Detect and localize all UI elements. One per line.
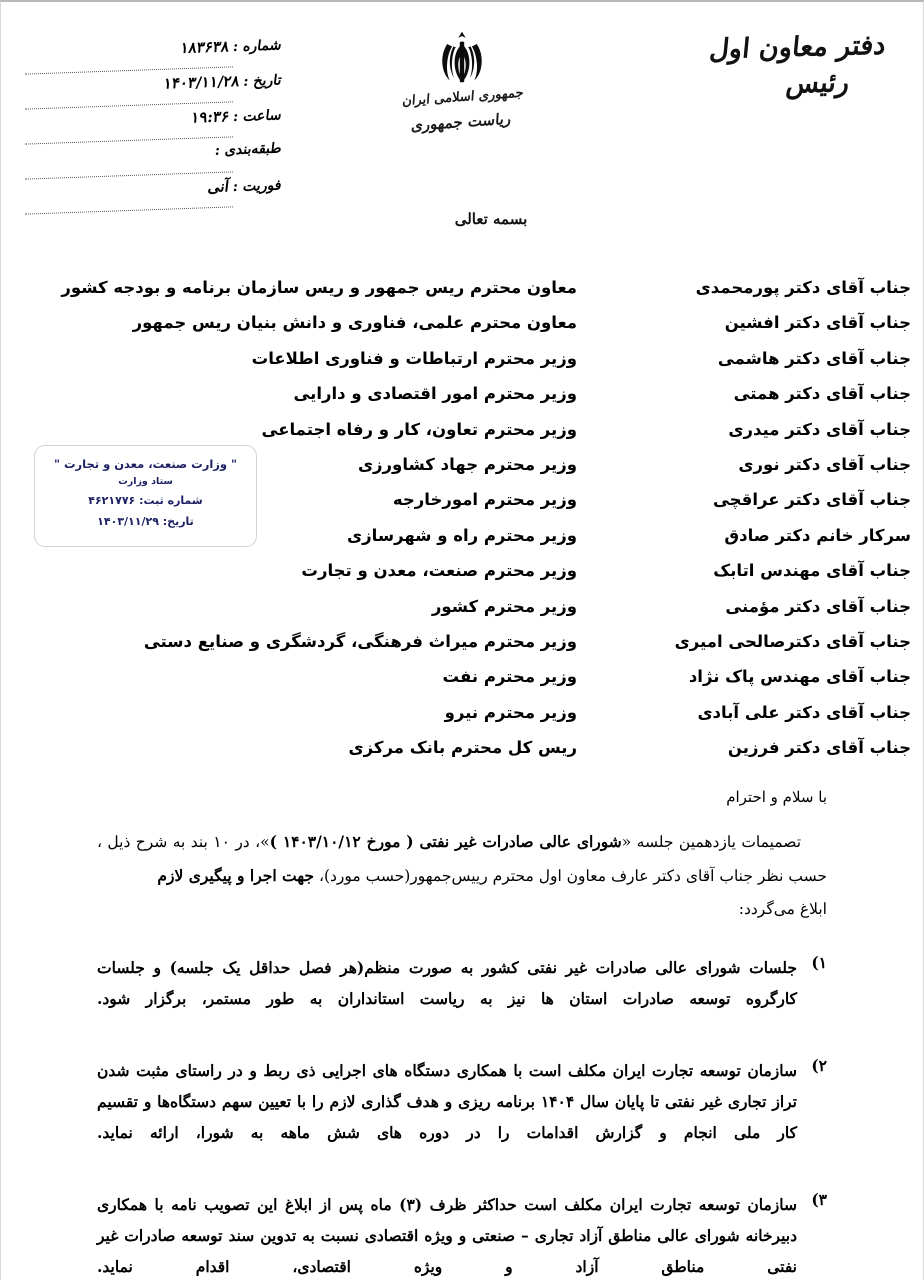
header-field-number	[23, 37, 283, 73]
recipient-name: جناب آقای دکتر نوری	[738, 454, 911, 474]
basmala: بسمه تعالی	[454, 210, 528, 228]
recipient-title: وزیر محترم امورخارجه	[392, 490, 577, 510]
office-title	[690, 29, 905, 105]
recipient-title: وزیر محترم راه و شهرسازی	[347, 525, 577, 545]
intro-paragraph	[97, 825, 827, 894]
recipient-title: وزیر محترم صنعت، معدن و تجارت	[301, 561, 577, 581]
stamp-unit: ستاد وزارت	[118, 476, 173, 488]
emblem-caption-line2: ریاست جمهوری	[410, 109, 512, 135]
recipient-title: وزیر محترم نیرو	[444, 702, 577, 722]
recipient-title: وزیر محترم تعاون، کار و رفاه اجتماعی	[261, 419, 577, 439]
greeting: با سلام و احترام	[726, 788, 827, 806]
recipient-title: وزیر محترم کشور	[431, 596, 577, 616]
recipient-name: جناب آقای دکتر هاشمی	[717, 348, 911, 368]
decisions-list	[97, 952, 827, 1280]
list-item-number: ۲)	[811, 1056, 827, 1075]
list-item-text: جلسات شورای عالی صادرات غیر نفتی کشور به صورت منظم(هر فصل حداقل یک جلسه) و جلسات کارگروه توسعه صادرات استان ها نیز به ریاست استانداران به طور مستمر، برگزار شود.	[97, 958, 797, 1008]
header-field-number-label: شماره :	[232, 37, 283, 56]
office-title-line1: دفتر معاون اول	[708, 29, 888, 66]
recipient-row	[1, 386, 915, 421]
list-item-text: سازمان توسعه تجارت ایران مکلف است حداکثر ظرف (۳) ماه پس از ابلاغ این تصویب نامه با همکاری دبیرخانه شورای عالی مناطق آزاد تجاری – صنعتی و ویژه اقتصادی نسبت به تدوین سند توسعه صادرات غیر نفتی مناطق آزاد و ویژه اقتصادی، اقدام نماید.	[97, 1195, 798, 1276]
office-title-line2: رئیس	[784, 67, 851, 101]
header-field-number-value: ۱۸۳۶۳۸	[179, 37, 231, 58]
header-field-date-value: ۱۴۰۳/۱۱/۲۸	[162, 71, 241, 93]
header-field-classification	[23, 140, 283, 178]
list-item-text: سازمان توسعه تجارت ایران مکلف است با همکاری دستگاه های اجرایی ذی ربط و در راستای مثبت شدن تراز تجاری غیر نفتی تا پایان سال ۱۴۰۴ برنامه ریزی و هدف گذاری لازم را با تعیین سهم دستگاه‌ها و تقسیم کار ملی انجام و گزارش اقدامات را در دوره های شش ماهه به شورا، ارائه نماید.	[97, 1061, 797, 1142]
header-field-date	[23, 71, 283, 108]
header-field-time	[23, 107, 283, 143]
recipient-title: وزیر محترم جهاد کشاورزی	[357, 454, 577, 474]
recipient-row	[1, 596, 915, 634]
recipient-title: معاون محترم ریس جمهور و ریس سازمان برنامه و بودجه کشور	[61, 278, 577, 297]
letter-body	[97, 788, 827, 918]
header-field-time-label: ساعت :	[232, 107, 283, 126]
recipient-row	[1, 315, 915, 350]
recipient-title: وزیر محترم ارتباطات و فناوری اطلاعات	[251, 348, 577, 368]
execution-emphasis: جهت اجرا و پیگیری لازم	[157, 866, 315, 886]
stamp-registration-date: تاریخ: ۱۴۰۳/۱۱/۲۹	[97, 514, 194, 528]
stamp-registration-number: شماره ثبت: ۴۶۲۱۷۷۶	[88, 494, 203, 508]
intro-part-1: تصمیمات یازدهمین جلسه «	[621, 833, 802, 851]
recipient-title: ریس کل محترم بانک مرکزی	[348, 738, 577, 758]
recipient-name: جناب آقای دکتر افشین	[724, 313, 911, 333]
council-name: شورای عالی صادرات غیر نفتی ( مورخ ۱۴۰۳/۱۰/۱۲ )	[269, 832, 622, 851]
recipient-name: جناب آقای دکتر فرزین	[727, 738, 911, 758]
header-field-classification-label: طبقه‌بندی :	[213, 140, 283, 159]
ablagh-line: ابلاغ می‌گردد:	[738, 899, 827, 918]
recipient-name: جناب آقای دکتر میدری	[728, 419, 911, 439]
stamp-organization: " وزارت صنعت، معدن و تجارت "	[53, 457, 238, 471]
list-item	[97, 1055, 827, 1179]
recipient-name: جناب آقای دکتر پورمحمدی	[695, 278, 911, 297]
header-field-urgency-value: آنی	[206, 177, 231, 197]
emblem-block	[342, 28, 582, 134]
recipient-name: جناب آقای مهندس پاک نژاد	[688, 667, 911, 687]
emblem-caption	[341, 79, 584, 142]
header-field-urgency-label: فوریت :	[231, 177, 283, 196]
recipient-title: وزیر محترم میراث فرهنگی، گردشگری و صنایع دستی	[143, 631, 577, 651]
recipient-row	[1, 348, 915, 386]
recipient-title: معاون محترم علمی، فناوری و دانش بنیان ریس جمهور	[132, 313, 577, 333]
recipient-name: جناب آقای دکتر همتی	[733, 384, 911, 404]
recipient-title: وزیر محترم نفت	[442, 667, 577, 687]
recipient-row	[1, 280, 915, 315]
emblem-caption-line1: جمهوری اسلامی ایران	[401, 85, 525, 110]
recipient-row	[1, 669, 915, 704]
list-item-number: ۱)	[811, 953, 827, 972]
header-field-urgency	[23, 177, 283, 213]
recipient-name: سرکار خانم دکتر صادق	[724, 525, 911, 545]
recipient-name: جناب آقای مهندس اتابک	[713, 561, 911, 581]
recipient-name: جناب آقای دکتر عراقچی	[712, 490, 911, 510]
recipient-title: وزیر محترم امور اقتصادی و دارایی	[293, 384, 577, 404]
header-fields	[23, 37, 283, 215]
registration-stamp	[34, 445, 257, 547]
recipient-row	[1, 740, 915, 775]
recipient-name: جناب آقای دکتر مؤمنی	[725, 596, 911, 616]
recipient-name: جناب آقای دکترصالحی امیری	[674, 631, 911, 651]
list-item	[97, 952, 827, 1045]
emblem-of-iran-icon	[431, 28, 493, 86]
recipient-row	[1, 702, 915, 740]
recipient-row	[1, 631, 915, 669]
list-item	[97, 1189, 827, 1280]
header-field-time-value: ۱۹:۳۶	[190, 107, 231, 127]
recipient-row	[1, 563, 915, 598]
intro-part-2: »، در ۱۰ بند به شرح ذیل ، حسب نظر جناب آقای دکتر عارف معاون اول محترم رییس‌جمهور(حسب مورد)،	[97, 833, 827, 886]
list-item-number: ۳)	[811, 1190, 827, 1209]
header-field-date-label: تاریخ :	[242, 72, 283, 90]
recipient-name: جناب آقای دکتر علی آبادی	[697, 702, 911, 722]
